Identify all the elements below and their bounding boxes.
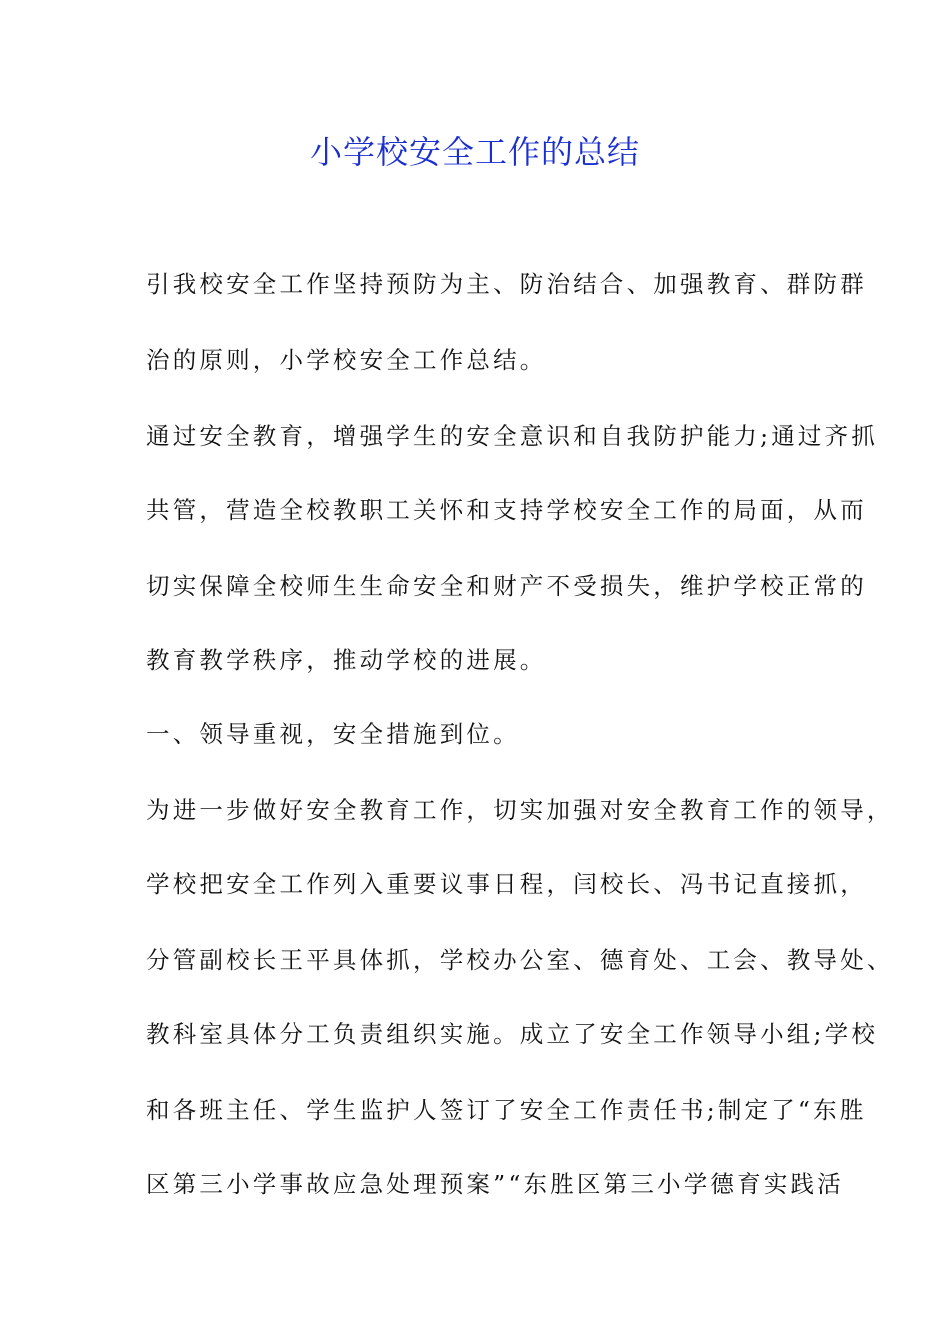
- body-line-11: 教科室具体分工负责组织实施。成立了安全工作领导小组;学校: [146, 1020, 879, 1048]
- body-line-8: 为进一步做好安全教育工作，切实加强对安全教育工作的领导，: [146, 796, 894, 824]
- body-line-13: 区第三小学事故应急处理预案”“东胜区第三小学德育实践活: [146, 1170, 844, 1198]
- body-line-6: 教育教学秩序，推动学校的进展。: [146, 646, 547, 674]
- body-line-12: 和各班主任、学生监护人签订了安全工作责任书;制定了“东胜: [146, 1096, 867, 1124]
- body-line-9: 学校把安全工作列入重要议事日程，闫校长、冯书记直接抓，: [146, 870, 867, 898]
- body-line-3: 通过安全教育，增强学生的安全意识和自我防护能力;通过齐抓: [146, 422, 879, 450]
- body-line-2: 治的原则，小学校安全工作总结。: [146, 346, 547, 374]
- body-line-4: 共管，营造全校教职工关怀和支持学校安全工作的局面，从而: [146, 496, 867, 524]
- body-line-10: 分管副校长王平具体抓，学校办公室、德育处、工会、教导处、: [146, 946, 894, 974]
- body-line-5: 切实保障全校师生生命安全和财产不受损失，维护学校正常的: [146, 572, 867, 600]
- body-line-1: 引我校安全工作坚持预防为主、防治结合、加强教育、群防群: [146, 270, 867, 298]
- section-heading-1: 一、领导重视，安全措施到位。: [146, 720, 520, 748]
- document-title: 小学校安全工作的总结: [309, 133, 640, 171]
